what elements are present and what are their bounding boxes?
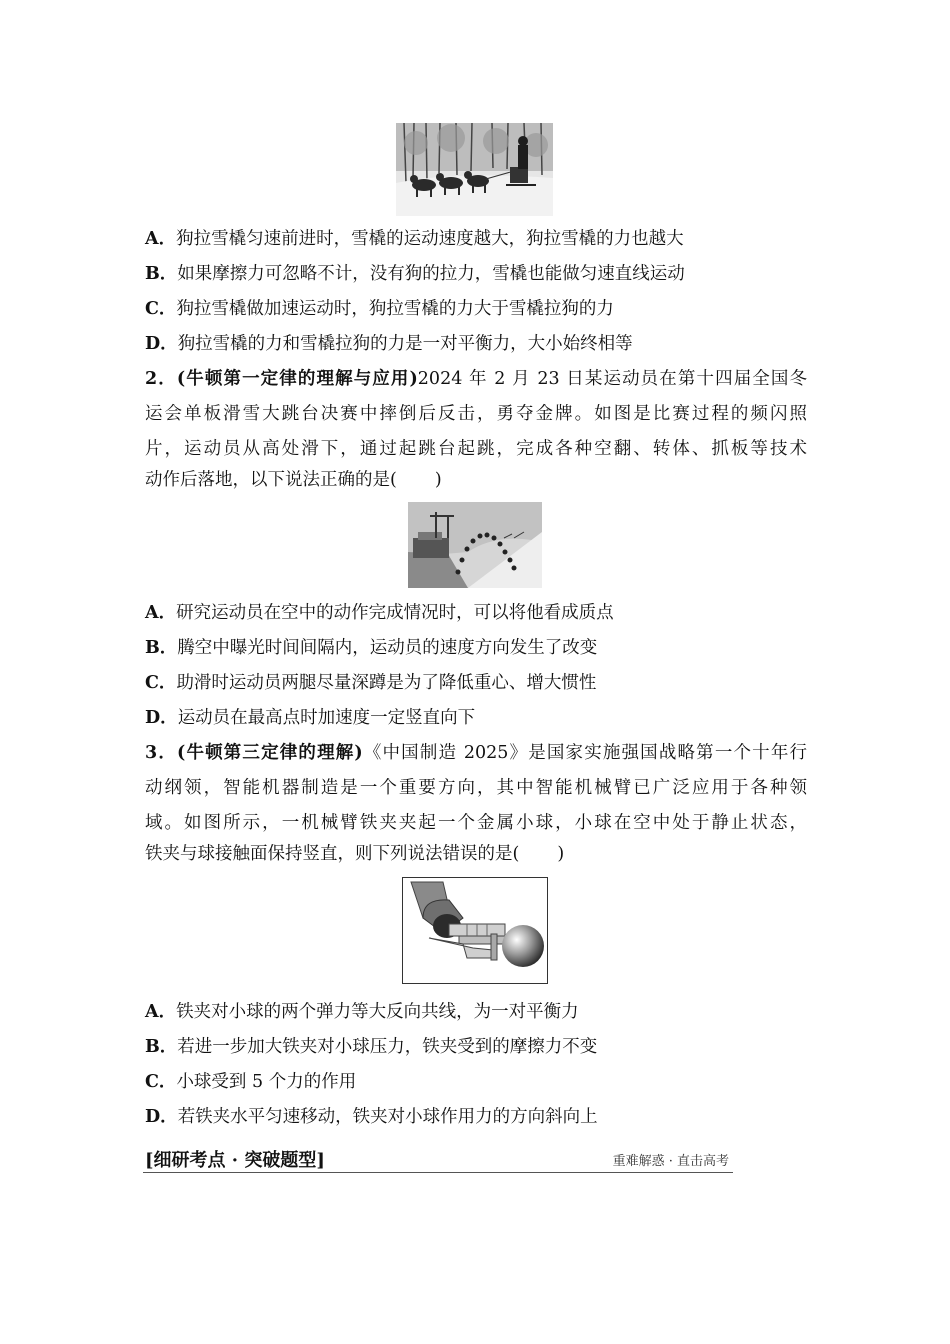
q3-stem-line-4: 铁夹与球接触面保持竖直，则下列说法错误的是( ) [145, 844, 565, 864]
q1-option-a: A．狗拉雪橇匀速前进时，雪橇的运动速度越大，狗拉雪橇的力也越大 [145, 229, 684, 249]
q3-option-b: B．若进一步加大铁夹对小球压力，铁夹受到的摩擦力不变 [145, 1037, 598, 1057]
q3-stem-line-3: 域。如图所示，一机械臂铁夹夹起一个金属小球，小球在空中处于静止状态， [145, 813, 807, 833]
q2-stem-line-2: 运会单板滑雪大跳台决赛中摔倒后反击，勇夺金牌。如图是比赛过程的频闪照 [145, 404, 807, 424]
q2-option-b: B．腾空中曝光时间间隔内，运动员的速度方向发生了改变 [145, 638, 598, 658]
q2-stem-line-4: 动作后落地，以下说法正确的是( ) [145, 470, 442, 490]
dog-sled-photo [396, 123, 553, 216]
section-title: [细研考点 · 突破题型] [145, 1150, 325, 1171]
q2-stem-line-3: 片，运动员从高处滑下，通过起跳台起跳，完成各种空翻、转体、抓板等技术 [145, 439, 807, 459]
q2-option-d: D．运动员在最高点时加速度一定竖直向下 [145, 708, 476, 728]
q1-option-c: C．狗拉雪橇做加速运动时，狗拉雪橇的力大于雪橇拉狗的力 [145, 299, 614, 319]
ski-jump-photo [408, 502, 542, 588]
q3-option-a: A．铁夹对小球的两个弹力等大反向共线，为一对平衡力 [145, 1002, 579, 1022]
q2-option-c: C．助滑时运动员两腿尽量深蹲是为了降低重心、增大惯性 [145, 673, 597, 693]
q2-stem-line-1: 2．(牛顿第一定律的理解与应用)2024 年 2 月 23 日某运动员在第十四届全国冬 [145, 369, 807, 389]
q2-option-a: A．研究运动员在空中的动作完成情况时，可以将他看成质点 [145, 603, 614, 623]
section-subtitle: 重难解惑 · 直击高考 [612, 1154, 729, 1169]
q1-option-b: B．如果摩擦力可忽略不计，没有狗的拉力，雪橇也能做匀速直线运动 [145, 264, 685, 284]
q3-option-c: C．小球受到 5 个力的作用 [145, 1072, 357, 1092]
q3-option-d: D．若铁夹水平匀速移动，铁夹对小球作用力的方向斜向上 [145, 1107, 598, 1127]
robotic-clamp-figure [402, 877, 548, 984]
q3-stem-line-1: 3．(牛顿第三定律的理解)《中国制造 2025》是国家实施强国战略第一个十年行 [145, 743, 807, 763]
q3-stem-line-2: 动纲领，智能机器制造是一个重要方向，其中智能机械臂已广泛应用于各种领 [145, 778, 807, 798]
section-header-bar [143, 1146, 733, 1173]
q1-option-d: D．狗拉雪橇的力和雪橇拉狗的力是一对平衡力，大小始终相等 [145, 334, 633, 354]
